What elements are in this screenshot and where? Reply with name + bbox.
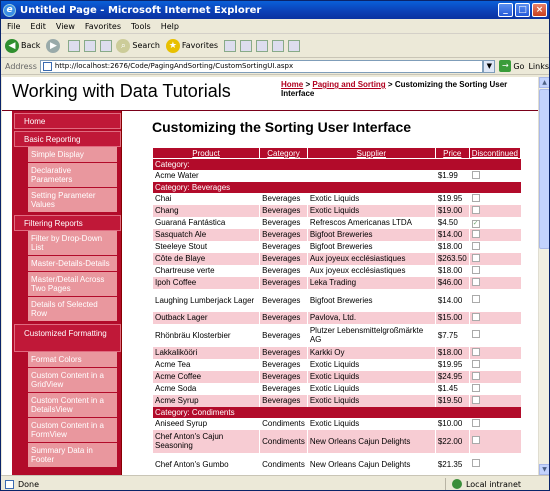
discontinued-cell [469, 324, 520, 347]
group-header-row [153, 407, 521, 418]
discontinued-checkbox [472, 242, 480, 250]
page-title: Customizing the Sorting User Interface [152, 119, 412, 135]
breadcrumb-home-link[interactable]: Home [281, 80, 304, 89]
group-header-row [153, 159, 521, 170]
table-row [153, 418, 521, 430]
discontinued-checkbox [472, 436, 480, 444]
discontinued-cell [469, 312, 520, 324]
category-cell: Beverages [260, 205, 308, 217]
sidebar-item-14[interactable]: Custom Content in a FormView [28, 418, 117, 443]
product-cell: Aniseed Syrup [153, 418, 260, 430]
page-icon [43, 62, 52, 71]
discontinued-checkbox [472, 266, 480, 274]
table-row [153, 217, 521, 229]
stop-icon[interactable] [68, 40, 80, 52]
supplier-cell: Exotic Liquids [307, 359, 435, 371]
price-cell: $1.45 [435, 383, 469, 395]
category-cell: Beverages [260, 395, 308, 407]
supplier-cell: Exotic Liquids [307, 371, 435, 383]
sort-header-supplier[interactable]: Supplier [307, 148, 435, 159]
favorites-button[interactable]: ★ Favorites [166, 39, 218, 53]
grid-header-row [153, 148, 521, 159]
sidebar-menu [12, 111, 122, 475]
category-cell: Beverages [260, 193, 308, 205]
zone-text: Local intranet [465, 479, 521, 489]
product-cell: Chartreuse verte [153, 265, 260, 277]
discontinued-cell [469, 371, 520, 383]
price-cell: $15.00 [435, 312, 469, 324]
group-header-label: Category: Condiments [153, 407, 521, 418]
product-cell: Guaraná Fantástica [153, 217, 260, 229]
minimize-button[interactable]: _ [498, 3, 513, 17]
search-button[interactable]: ⌕ Search [116, 39, 159, 53]
category-cell: Beverages [260, 347, 308, 359]
menu-file[interactable]: File [7, 21, 21, 31]
discontinued-cell [469, 383, 520, 395]
discontinued-checkbox [472, 459, 480, 467]
discontinued-checkbox: ✓ [472, 219, 479, 227]
product-cell: Côte de Blaye [153, 253, 260, 265]
category-cell: Condiments [260, 453, 308, 476]
price-cell: $10.00 [435, 418, 469, 430]
discontinued-cell [469, 418, 520, 430]
print-icon[interactable] [256, 40, 268, 52]
menu-help[interactable]: Help [160, 21, 179, 31]
supplier-cell: Aux joyeux ecclésiastiques [307, 265, 435, 277]
product-cell: Lakkalikööri [153, 347, 260, 359]
window-title: Untitled Page - Microsoft Internet Explorer [20, 4, 262, 16]
table-row [153, 324, 521, 347]
toolbar [1, 34, 549, 58]
sidebar-section-0[interactable]: Home [14, 113, 121, 129]
category-cell: Beverages [260, 289, 308, 312]
price-cell: $19.95 [435, 359, 469, 371]
product-cell: Acme Tea [153, 359, 260, 371]
supplier-cell: New Orleans Cajun Delights [307, 430, 435, 453]
sidebar-item-7[interactable]: Master-Details-Details [28, 256, 117, 272]
sidebar-item-3[interactable]: Declarative Parameters [28, 163, 117, 188]
discontinued-cell [469, 217, 520, 229]
menu-bar [1, 19, 549, 34]
breadcrumb: Home > Paging and Sorting > Customizing the Sorting User Interface [281, 80, 508, 98]
table-row [153, 193, 521, 205]
sort-header-price[interactable]: Price [435, 148, 469, 159]
supplier-cell: Exotic Liquids [307, 383, 435, 395]
star-icon: ★ [166, 39, 180, 53]
supplier-cell: Bigfoot Breweries [307, 229, 435, 241]
discontinued-cell [469, 241, 520, 253]
product-cell: Sasquatch Ale [153, 229, 260, 241]
product-cell: Acme Water [153, 170, 260, 182]
sidebar-item-11[interactable]: Format Colors [28, 352, 117, 368]
price-cell: $19.50 [435, 395, 469, 407]
table-row [153, 170, 521, 182]
ie-logo-icon: e [3, 4, 16, 17]
price-cell: $24.95 [435, 371, 469, 383]
edit-icon[interactable] [272, 40, 284, 52]
supplier-cell: Bigfoot Breweries [307, 289, 435, 312]
discontinued-checkbox [472, 254, 480, 262]
mail-icon[interactable] [240, 40, 252, 52]
supplier-cell: Bigfoot Breweries [307, 241, 435, 253]
table-row [153, 371, 521, 383]
address-dropdown-button[interactable]: ▼ [483, 60, 495, 73]
table-row [153, 241, 521, 253]
discontinued-cell [469, 253, 520, 265]
links-label[interactable]: Links [528, 61, 549, 71]
product-cell: Chef Anton's Cajun Seasoning [153, 430, 260, 453]
sidebar-item-12[interactable]: Custom Content in a GridView [28, 368, 117, 393]
discontinued-checkbox [472, 206, 480, 214]
category-cell: Beverages [260, 217, 308, 229]
sidebar-section-1[interactable]: Basic Reporting [14, 131, 121, 147]
price-cell: $4.50 [435, 217, 469, 229]
grid-body [153, 159, 521, 476]
discontinued-checkbox [472, 295, 480, 303]
main-content [152, 111, 524, 475]
media-icon[interactable] [224, 40, 236, 52]
category-cell: Beverages [260, 312, 308, 324]
address-label: Address [5, 61, 37, 71]
refresh-icon[interactable] [84, 40, 96, 52]
table-row [153, 383, 521, 395]
discontinued-cell [469, 193, 520, 205]
price-cell: $263.50 [435, 253, 469, 265]
sidebar-item-8[interactable]: Master/Detail Across Two Pages [28, 272, 117, 297]
price-cell: $1.99 [435, 170, 469, 182]
discontinued-cell [469, 359, 520, 371]
page-viewport [2, 77, 538, 475]
page-icon [5, 480, 14, 489]
discontinued-cell [469, 395, 520, 407]
table-row [153, 265, 521, 277]
category-cell: Beverages [260, 253, 308, 265]
discontinued-checkbox [472, 396, 480, 404]
menu-view[interactable]: View [55, 21, 75, 31]
table-row [153, 312, 521, 324]
table-row [153, 229, 521, 241]
supplier-cell: Aux joyeux ecclésiastiques [307, 253, 435, 265]
search-icon: ⌕ [116, 39, 130, 53]
discontinued-cell [469, 289, 520, 312]
address-bar [1, 58, 549, 75]
category-cell: Beverages [260, 265, 308, 277]
table-row [153, 277, 521, 289]
supplier-cell: Karkki Oy [307, 347, 435, 359]
site-title: Working with Data Tutorials [12, 81, 231, 101]
product-cell: Chef Anton's Gumbo [153, 453, 260, 476]
product-cell: Steeleye Stout [153, 241, 260, 253]
breadcrumb-section-link[interactable]: Paging and Sorting [312, 80, 386, 89]
title-bar [1, 1, 549, 19]
discontinued-checkbox [472, 171, 480, 179]
price-cell: $18.00 [435, 265, 469, 277]
site-header [2, 77, 538, 111]
discontinued-checkbox [472, 372, 480, 380]
table-row [153, 253, 521, 265]
category-cell [260, 170, 308, 182]
supplier-cell: Pavlova, Ltd. [307, 312, 435, 324]
sidebar-section-5[interactable]: Filtering Reports [14, 215, 121, 231]
table-row [153, 289, 521, 312]
sidebar-item-9[interactable]: Details of Selected Row [28, 297, 117, 322]
table-row [153, 453, 521, 476]
price-cell: $22.00 [435, 430, 469, 453]
category-cell: Condiments [260, 418, 308, 430]
discontinued-cell [469, 229, 520, 241]
category-cell: Beverages [260, 371, 308, 383]
category-cell: Condiments [260, 430, 308, 453]
price-cell: $19.00 [435, 205, 469, 217]
product-cell: Chai [153, 193, 260, 205]
product-cell: Rhönbräu Klosterbier [153, 324, 260, 347]
price-cell: $7.75 [435, 324, 469, 347]
supplier-cell: New Orleans Cajun Delights [307, 453, 435, 476]
category-cell: Beverages [260, 324, 308, 347]
product-cell: Ipoh Coffee [153, 277, 260, 289]
price-cell: $18.00 [435, 241, 469, 253]
product-cell: Acme Soda [153, 383, 260, 395]
maximize-button[interactable]: □ [515, 3, 530, 17]
discontinued-checkbox [472, 419, 480, 427]
folder-icon[interactable] [288, 40, 300, 52]
sidebar-item-4[interactable]: Setting Parameter Values [28, 188, 117, 213]
back-button[interactable]: ◀ Back [5, 39, 40, 53]
discontinued-cell [469, 453, 520, 476]
category-cell: Beverages [260, 383, 308, 395]
category-cell: Beverages [260, 359, 308, 371]
price-cell: $19.95 [435, 193, 469, 205]
discontinued-cell [469, 277, 520, 289]
supplier-cell: Refrescos Americanas LTDA [307, 217, 435, 229]
supplier-cell [307, 170, 435, 182]
discontinued-checkbox [472, 348, 480, 356]
group-header-label: Category: Beverages [153, 182, 521, 193]
table-row [153, 430, 521, 453]
group-header-label: Category: [153, 159, 521, 170]
product-cell: Laughing Lumberjack Lager [153, 289, 260, 312]
vertical-scrollbar[interactable] [538, 77, 549, 475]
group-header-row [153, 182, 521, 193]
table-row [153, 395, 521, 407]
sort-header-category[interactable]: Category [260, 148, 308, 159]
forward-button[interactable] [46, 39, 62, 53]
product-cell: Chang [153, 205, 260, 217]
discontinued-checkbox [472, 360, 480, 368]
price-cell: $46.00 [435, 277, 469, 289]
price-cell: $14.00 [435, 229, 469, 241]
scroll-thumb[interactable] [539, 89, 550, 249]
product-cell: Outback Lager [153, 312, 260, 324]
supplier-cell: Leka Trading [307, 277, 435, 289]
discontinued-checkbox [472, 230, 480, 238]
discontinued-cell [469, 430, 520, 453]
menu-edit[interactable]: Edit [30, 21, 46, 31]
sidebar-item-6[interactable]: Filter by Drop-Down List [28, 231, 117, 256]
supplier-cell: Exotic Liquids [307, 205, 435, 217]
discontinued-cell [469, 265, 520, 277]
menu-favorites[interactable]: Favorites [84, 21, 122, 31]
table-row [153, 359, 521, 371]
scroll-up-button[interactable]: ▲ [539, 77, 550, 88]
sort-header-discontinued[interactable]: Discontinued [469, 148, 520, 159]
menu-tools[interactable]: Tools [131, 21, 151, 31]
product-cell: Acme Coffee [153, 371, 260, 383]
home-icon[interactable] [100, 40, 112, 52]
discontinued-checkbox [472, 194, 480, 202]
sidebar-item-2[interactable]: Simple Display [28, 147, 117, 163]
scroll-down-button[interactable]: ▼ [539, 464, 550, 475]
supplier-cell: Exotic Liquids [307, 418, 435, 430]
breadcrumb-current: Customizing the Sorting User Interface [281, 80, 508, 98]
status-bar [1, 475, 550, 491]
discontinued-checkbox [472, 313, 480, 321]
back-arrow-icon: ◀ [5, 39, 19, 53]
discontinued-cell [469, 205, 520, 217]
sidebar-item-13[interactable]: Custom Content in a DetailsView [28, 393, 117, 418]
price-cell: $18.00 [435, 347, 469, 359]
discontinued-checkbox [472, 330, 480, 338]
status-text: Done [18, 479, 40, 489]
forward-arrow-icon: ▶ [46, 39, 60, 53]
category-cell: Beverages [260, 277, 308, 289]
discontinued-cell [469, 347, 520, 359]
go-arrow-icon: → [499, 60, 511, 72]
price-cell: $14.00 [435, 289, 469, 312]
close-button[interactable]: × [532, 3, 547, 17]
intranet-icon [452, 479, 462, 489]
price-cell: $21.35 [435, 453, 469, 476]
category-cell: Beverages [260, 241, 308, 253]
go-button[interactable]: → Go [499, 60, 524, 72]
sort-header-product[interactable]: Product [153, 148, 260, 159]
discontinued-checkbox [472, 278, 480, 286]
supplier-cell: Exotic Liquids [307, 193, 435, 205]
address-input[interactable]: http://localhost:2676/Code/PagingAndSorting/CustomSortingUI.aspx [40, 60, 483, 73]
supplier-cell: Exotic Liquids [307, 395, 435, 407]
discontinued-checkbox [472, 384, 480, 392]
category-cell: Beverages [260, 229, 308, 241]
table-row [153, 205, 521, 217]
sidebar-item-15[interactable]: Summary Data in Footer [28, 443, 117, 468]
sidebar-section-10[interactable]: Customized Formatting [14, 324, 121, 352]
supplier-cell: Plutzer Lebensmittelgroßmärkte AG [307, 324, 435, 347]
product-cell: Acme Syrup [153, 395, 260, 407]
table-row [153, 347, 521, 359]
discontinued-cell [469, 170, 520, 182]
products-grid [152, 147, 521, 475]
